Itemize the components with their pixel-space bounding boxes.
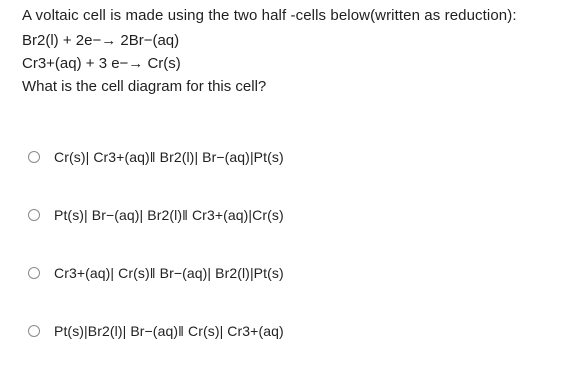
radio-button-c[interactable] xyxy=(28,267,40,279)
option-c[interactable] xyxy=(28,244,568,302)
option-d[interactable] xyxy=(28,302,568,360)
option-a-label: Cr(s)| Cr3+(aq)‖ Br2(l)| Br−(aq)|Pt(s) xyxy=(54,149,284,165)
option-d-label: Pt(s)|Br2(l)| Br−(aq)‖ Cr(s)| Cr3+(aq) xyxy=(54,323,284,339)
reaction-1: Br2(l) + 2e−→ 2Br−(aq) xyxy=(22,32,180,49)
question-block xyxy=(22,6,582,96)
option-b-label: Pt(s)| Br−(aq)| Br2(l)‖ Cr3+(aq)|Cr(s) xyxy=(54,207,284,223)
option-b[interactable] xyxy=(28,186,568,244)
question-intro: A voltaic cell is made using the two half -cells below(written as reduction): xyxy=(22,7,517,24)
reaction-2: Cr3+(aq) + 3 e−→ Cr(s) xyxy=(22,55,181,72)
radio-button-a[interactable] xyxy=(28,151,40,163)
option-a[interactable] xyxy=(28,128,568,186)
answer-options xyxy=(28,128,568,360)
option-c-label: Cr3+(aq)| Cr(s)‖ Br−(aq)| Br2(l)|Pt(s) xyxy=(54,265,284,281)
question-prompt: What is the cell diagram for this cell? xyxy=(22,78,267,95)
radio-button-d[interactable] xyxy=(28,325,40,337)
radio-button-b[interactable] xyxy=(28,209,40,221)
